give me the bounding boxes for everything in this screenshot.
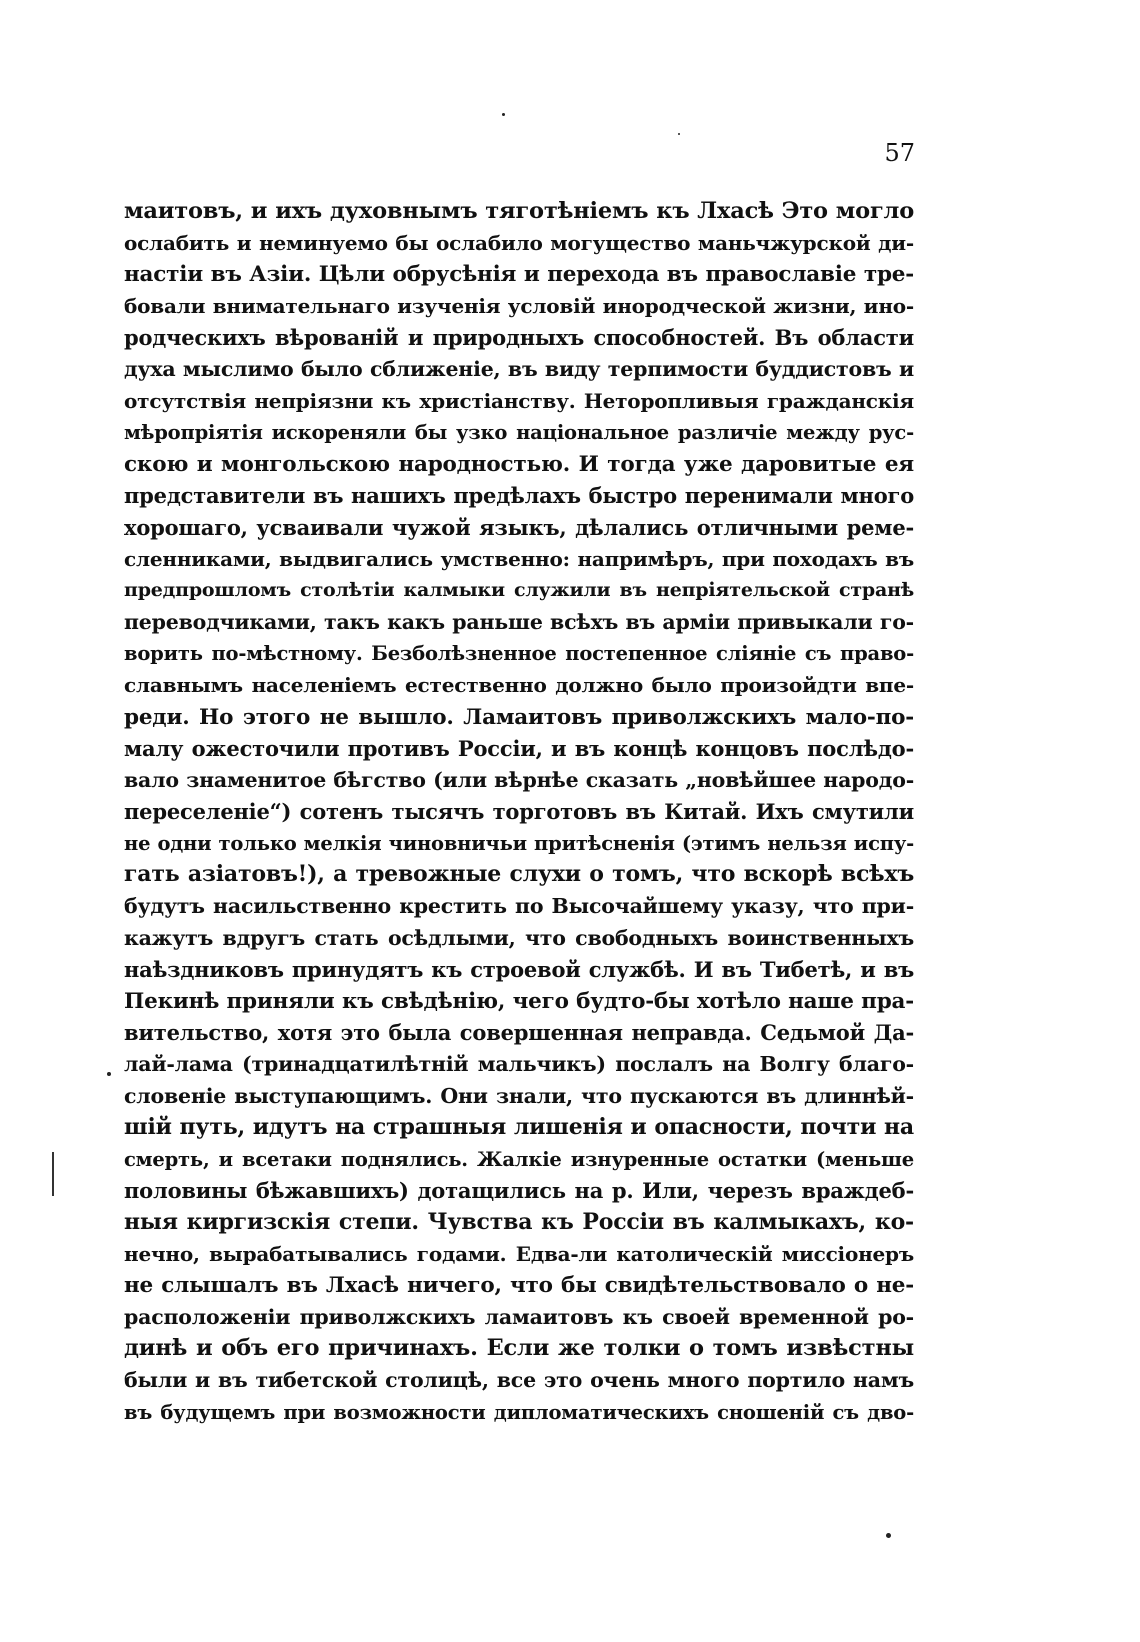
print-speck — [886, 1533, 891, 1538]
text-line: ослабить и неминуемо бы ослабило могущество маньчжурской ди- — [124, 230, 914, 255]
page-number: 57 — [884, 139, 915, 167]
text-line: хорошаго, усваивали чужой языкъ, дѣлались отличными реме- — [124, 514, 914, 540]
text-line: переводчиками, такъ какъ раньше всѣхъ въ арміи привыкали го- — [124, 609, 914, 634]
text-line: наѣздниковъ принудятъ къ строевой службѣ. И въ Тибетѣ, и въ — [124, 957, 914, 983]
margin-mark — [52, 1152, 54, 1196]
text-line: расположеніи приволжскихъ ламаитовъ къ своей временной ро- — [124, 1304, 914, 1329]
text-line: маитовъ, и ихъ духовнымъ тяготѣніемъ къ Лхасѣ Это могло — [124, 198, 914, 224]
print-speck — [678, 133, 680, 135]
text-line: Пекинѣ приняли къ свѣдѣнію, чего будто-бы хотѣло наше пра- — [124, 988, 914, 1014]
text-line: половины бѣжавшихъ) дотащились на р. Или, черезъ враждеб- — [124, 1178, 914, 1204]
text-line: ныя киргизскія степи. Чувства къ Россіи въ калмыкахъ, ко- — [124, 1209, 914, 1235]
text-line: словеніе выступающимъ. Они знали, что пускаются въ длиннѣй- — [124, 1083, 914, 1108]
text-line: бовали внимательнаго изученія условій инородческой жизни, ино- — [124, 293, 914, 318]
text-line: динѣ и объ его причинахъ. Если же толки о томъ извѣстны — [124, 1335, 914, 1362]
text-line: славнымъ населеніемъ естественно должно было произойдти впе- — [124, 672, 914, 697]
text-line: духа мыслимо было сближеніе, въ виду терпимости буддистовъ и — [124, 356, 914, 381]
text-line: родческихъ вѣрованій и природныхъ способностей. Въ области — [124, 325, 914, 351]
text-line: гать азіатовъ!), а тревожные слухи о томъ, что вскорѣ всѣхъ — [124, 861, 914, 888]
text-line: отсутствія непріязни къ христіанству. Неторопливыя гражданскія — [124, 388, 914, 413]
text-line: скою и монгольскою народностью. И тогда уже даровитые ея — [124, 451, 914, 477]
text-line: предпрошломъ столѣтіи калмыки служили въ непріятельской странѣ — [124, 579, 914, 602]
text-line: мѣропріятія искореняли бы узко національное различіе между рус- — [124, 421, 914, 445]
text-line: малу ожесточили противъ Россіи, и въ концѣ концовъ послѣдо- — [124, 736, 914, 762]
body-text — [124, 196, 914, 1428]
text-line: будутъ насильственно крестить по Высочайшему указу, что при- — [124, 894, 914, 919]
text-line: лай-лама (тринадцатилѣтній мальчикъ) послалъ на Волгу благо- — [124, 1052, 914, 1077]
text-line: нечно, вырабатывались годами. Едва-ли католическій миссіонеръ — [124, 1241, 914, 1266]
print-speck — [107, 1072, 111, 1076]
text-line: шій путь, идутъ на страшныя лишенія и опасности, почти на — [124, 1114, 914, 1141]
text-line: сленниками, выдвигались умственно: напримѣръ, при походахъ въ — [124, 546, 914, 571]
text-line: вало знаменитое бѣгство (или вѣрнѣе сказать „новѣйшее народо- — [124, 767, 914, 792]
text-line: не слышалъ въ Лхасѣ ничего, что бы свидѣтельствовало о не- — [124, 1273, 914, 1299]
text-line: смерть, и всетаки поднялись. Жалкіе изнуренные остатки (меньше — [124, 1147, 914, 1171]
text-line: не одни только мелкія чиновничьи притѣсненія (этимъ нельзя испу- — [124, 831, 914, 855]
text-line: представители въ нашихъ предѣлахъ быстро перенимали много — [124, 483, 914, 509]
print-speck — [502, 113, 505, 116]
text-line: кажутъ вдругъ стать осѣдлыми, что свободныхъ воинственныхъ — [124, 925, 914, 950]
text-line: настіи въ Азіи. Цѣли обрусѣнія и перехода въ православіе тре- — [124, 262, 914, 288]
text-line: въ будущемъ при возможности дипломатическихъ сношеній съ дво- — [124, 1400, 914, 1424]
text-line: ворить по-мѣстному. Безболѣзненное постепенное сліяніе съ право- — [124, 642, 914, 666]
text-line: вительство, хотя это была совершенная неправда. Седьмой Да- — [124, 1020, 914, 1046]
text-line: были и въ тибетской столицѣ, все это очень много портило намъ — [124, 1367, 914, 1392]
text-line: переселеніе“) сотенъ тысячъ торготовъ въ Китай. Ихъ смутили — [124, 799, 914, 825]
text-line: реди. Но этого не вышло. Ламаитовъ приволжскихъ мало-по- — [124, 704, 914, 730]
